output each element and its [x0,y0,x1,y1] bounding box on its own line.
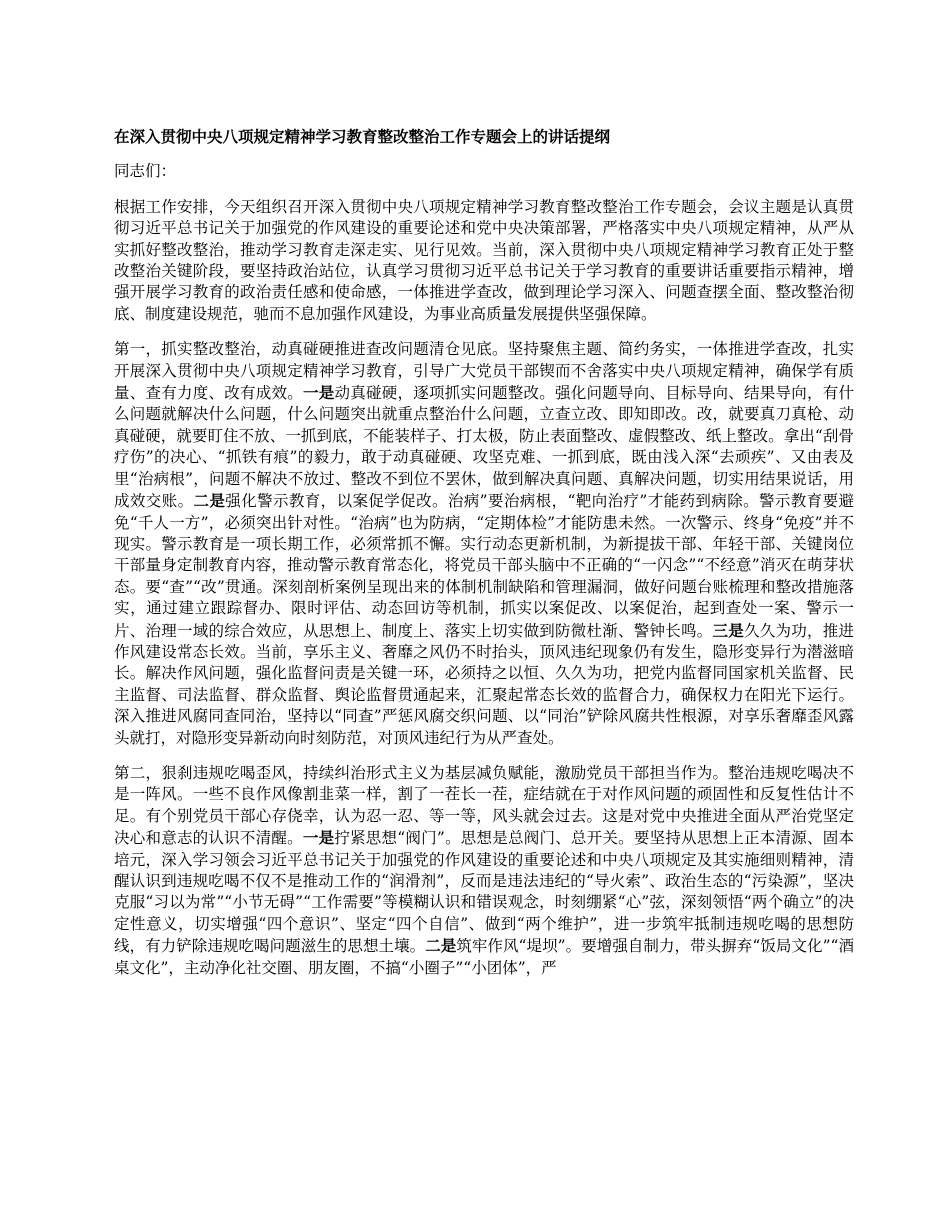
paragraph-1 [114,197,854,325]
greeting: 同志们： [114,162,177,181]
section-lead-label: 三是 [712,620,744,640]
paragraph-text: 筑牢作风“堤坝”。要增强自制力，带头摒弃“饭局文化”“酒桌文化”，主动净化社交圈、朋友圈，不搞“小圈子”“小团体”，严 [114,937,854,977]
paragraph-text: 根据工作安排，今天组织召开深入贯彻中央八项规定精神学习教育整改整治工作专题会，会议主题是认真贯彻习近平总书记关于加强党的作风建设的重要论述和党中央决策部署，严格落实中央八项规定精神，从严从实抓好整改整治，推动学习教育走深走实、见行见效。当前，深入贯彻中央八项规定精神学习教育正处于整改整治关键阶段，要坚持政治站位，认真学习贯彻习近平总书记关于学习教育的重要讲话重要指示精神，增强开展学习教育的政治责任感和使命感，一体推进学查改，做到理论学习深入、问题查摆全面、整改整治彻底、制度建设规范，驰而不息加强作风建设，为事业高质量发展提供坚强保障。 [114,197,854,323]
paragraph-text: 第一，抓实整改整治，动真碰硬推进查改问题清仓见底。坚持聚焦主题、简约务实，一体推进学查改，扎实开展深入贯彻中央八项规定精神学习教育，引导广大党员干部锲而不舍落实中央八项规定精神，确保学有质量、查有力度、改有成效。 [114,340,854,403]
section-lead-label: 一是 [302,828,335,848]
paragraph-text: 强化警示教育，以案促学促改。治病”要治病根，“靶向治疗”才能药到病除。警示教育要避免“千人一方”，必须突出针对性。“治病”也为防病，“定期体检”才能防患未然。一次警示、终身“免疫”并不现实。警示教育是一项长期工作，必须常抓不懈。实行动态更新机制，为新提拔干部、年轻干部、关键岗位干部量身定制教育内容，推动警示教育常态化，将党员干部头脑中不正确的“一闪念”“不经意”消灭在萌芽状态。要“查”“改”贯通。深刻剖析案例呈现出来的体制机制缺陷和管理漏洞，做好问题台账梳理和整改措施落实，通过建立跟踪督办、限时评估、动态回访等机制，抓实以案促改、以案促治，起到查处一案、警示一片、治理一域的综合效应，从思想上、制度上、落实上切实做到防微杜渐、警钟长鸣。 [114,492,854,640]
paragraph-3 [114,763,854,979]
section-lead-label: 一是 [303,383,335,403]
paragraph-2 [114,339,854,749]
section-lead-label: 二是 [425,936,457,956]
paragraph-text: 第二，狠刹违规吃喝歪风，持续纠治形式主义为基层减负赋能，激励党员干部担当作为。整治违规吃喝决不是一阵风。一些不良作风像割韭菜一样，割了一茬长一茬，症结就在于对作风问题的顽固性和反复性估计不足。有个别党员干部心存侥幸，认为忍一忍、等一等，风头就会过去。这是对党中央推进全面从严治党坚定决心和意志的认识不清醒。 [114,763,854,848]
document-body [114,197,854,979]
paragraph-text: 拧紧思想“阀门”。思想是总阀门、总开关。要坚持从思想上正本清源、固本培元，深入学习领会习近平总书记关于加强党的作风建设的重要论述和中央八项规定及其实施细则精神，清醒认识到违规吃喝不仅不是推动工作的“润滑剂”，反而是违法违纪的“导火索”、政治生态的“污染源”，坚决克服“习以为常”“小节无碍”“工作需要”等模糊认识和错误观念，时刻绷紧“心”弦，深刻领悟“两个确立”的决定性意义，切实增强“四个意识”、坚定“四个自信”、做到“两个维护”，进一步筑牢抵制违规吃喝的思想防线，有力铲除违规吃喝问题滋生的思想土壤。 [114,829,854,956]
document-title: 在深入贯彻中央八项规定精神学习教育整改整治工作专题会上的讲话提纲 [114,127,611,146]
paragraph-text: 动真碰硬，逐项抓实问题整改。强化问题导向、目标导向、结果导向，有什么问题就解决什么问题，什么问题突出就重点整治什么问题，立查立改、即知即改。改，就要真刀真枪、动真碰硬，就要盯住不放、一抓到底，不能装样子、打太极，防止表面整改、虚假整改、纸上整改。拿出“刮骨疗伤”的决心、“抓铁有痕”的毅力，敢于动真碰硬、攻坚克难、一抓到底，既由浅入深“去顽疾”、又由表及里“治病根”，问题不解决不放过、整改不到位不罢休，做到解决真问题、真解决问题，切实用结果说话，用成效交账。 [114,384,854,511]
paragraph-text: 久久为功，推进作风建设常态长效。当前，享乐主义、奢靡之风仍不时抬头，顶风违纪现象仍有发生，隐形变异行为潜滋暗长。解决作风问题，强化监督问责是关键一环，必须持之以恒、久久为功，把党内监督同国家机关监督、民主监督、司法监督、群众监督、舆论监督贯通起来，汇聚起常态长效的监督合力，确保权力在阳光下运行。深入推进风腐同查同治，坚持以“同查”严惩风腐交织问题、以“同治”铲除风腐共性根源，对享乐奢靡歪风露头就打，对隐形变异新动向时刻防范，对顶风违纪行为从严查处。 [114,621,854,747]
section-lead-label: 二是 [193,491,226,511]
document-page [114,126,854,993]
